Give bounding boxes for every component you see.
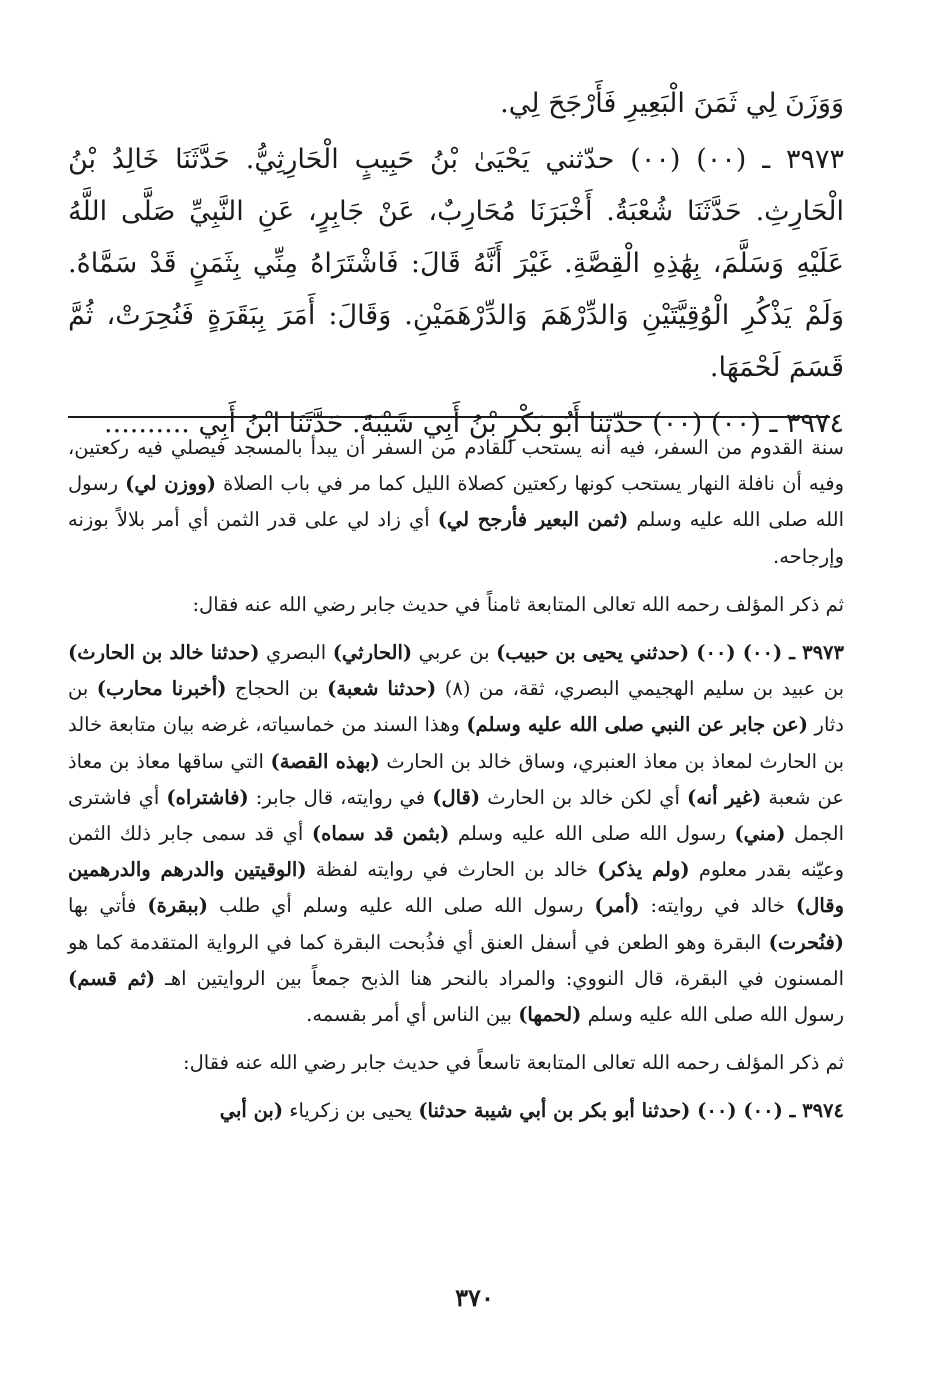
commentary-paragraph: ثم ذكر المؤلف رحمه الله تعالى المتابعة تاسعاً في حديث جابر رضي الله عنه فقال: [183, 1051, 844, 1075]
matn-paragraph: وَوَزَنَ لِي ثَمَنَ الْبَعِيرِ فَأَرْجَحَ لِي. [500, 88, 844, 119]
matn-paragraph: ٣٩٧٣ ـ (٠٠) (٠٠) حدّثني يَحْيَىٰ بْنُ حَبِيبٍ الْحَارِثِيُّ. حَدَّثَنَا خَالِدُ بْنُ الْحَارِثِ. حَدَّثَنَا شُعْبَةُ. أَخْبَرَنَا مُحَارِبٌ، عَنْ جَابِرٍ، عَنِ النَّبِيِّ صَلَّى اللَّهُ عَلَيْهِ وَسَلَّمَ، بِهَٰذِهِ الْقِصَّةِ. غَيْرَ أَنَّهُ قَالَ: فَاشْتَرَاهُ مِنِّي بِثَمَنٍ قَدْ سَمَّاهُ. وَلَمْ يَذْكُرِ الْوُقِيَّتَيْنِ وَالدِّرْهَمَ وَالدِّرْهَمَيْنِ. وَقَالَ: أَمَرَ بِبَقَرَةٍ فَنُحِرَتْ، ثُمَّ قَسَمَ لَحْمَهَا. [68, 144, 844, 383]
page-number: ٣٧٠ [455, 1283, 494, 1312]
hadith-text [68, 78, 844, 454]
commentary-paragraph: ٣٩٧٣ ـ (٠٠) (٠٠) (حدثني يحيى بن حبيب) بن عربي (الحارثي) البصري (حدثنا خالد بن الحارث) بن عبيد بن سليم الهجيمي البصري، ثقة، من (٨) (حدثنا شعبة) بن الحجاج (أخبرنا محارب) بن دثار (عن جابر عن النبي صلى الله عليه وسلم) وهذا السند من خماسياته، غرضه بيان متابعة خالد بن الحارث لمعاذ بن معاذ العنبري، وساق خالد بن الحارث (بهذه القصة) التي ساقها معاذ بن معاذ عن شعبة (غير أنه) أي لكن خالد بن الحارث (قال) في روايته، قال جابر: (فاشتراه) أي فاشترى الجمل (مني) رسول الله صلى الله عليه وسلم (بثمن قد سماه) أي قد سمى جابر ذلك الثمن وعيّنه بقدر معلوم (ولم يذكر) خالد بن الحارث في روايته لفظة (الوقيتين والدرهم والدرهمين وقال) خالد في روايته: (أمر) رسول الله صلى الله عليه وسلم أي طلب (ببقرة) فأتي بها (فنُحرت) البقرة وهو الطعن في أسفل العنق أي فذُبحت البقرة كما في الرواية المتقدمة كما هو المسنون في البقرة، قال النووي: والمراد بالنحر هنا الذبح جمعاً بين الروايتين اهـ (ثم قسم) رسول الله صلى الله عليه وسلم (لحمها) بين الناس أي أمر بقسمه. [68, 641, 845, 1027]
commentary-text [68, 430, 844, 1130]
commentary-paragraph: ثم ذكر المؤلف رحمه الله تعالى المتابعة ثامناً في حديث جابر رضي الله عنه فقال: [192, 592, 844, 616]
matn-paragraph: ٣٩٧٤ ـ (٠٠) (٠٠) حدّثنا أَبُو بَكْرِ بْنُ أَبِي شَيْبَةَ. حَدَّثَنَا ابْنُ أَبِي .......... [104, 408, 844, 439]
section-divider [68, 416, 830, 418]
commentary-paragraph: ٣٩٧٤ ـ (٠٠) (٠٠) (حدثنا أبو بكر بن أبي شيبة حدثنا) يحيى بن زكرياء (بن أبي [219, 1099, 844, 1123]
commentary-paragraph: سنة القدوم من السفر، فيه أنه يستحب للقادم من السفر أن يبدأ بالمسجد فيصلي فيه ركعتين، وفيه أن نافلة النهار يستحب كونها ركعتين كصلاة الليل كما مر في باب الصلاة (ووزن لي) رسول الله صلى الله عليه وسلم (ثمن البعير فأرجح لي) أي زاد لي على قدر الثمن أي أمر بلالاً بوزنه وإرجاحه. [68, 436, 844, 568]
